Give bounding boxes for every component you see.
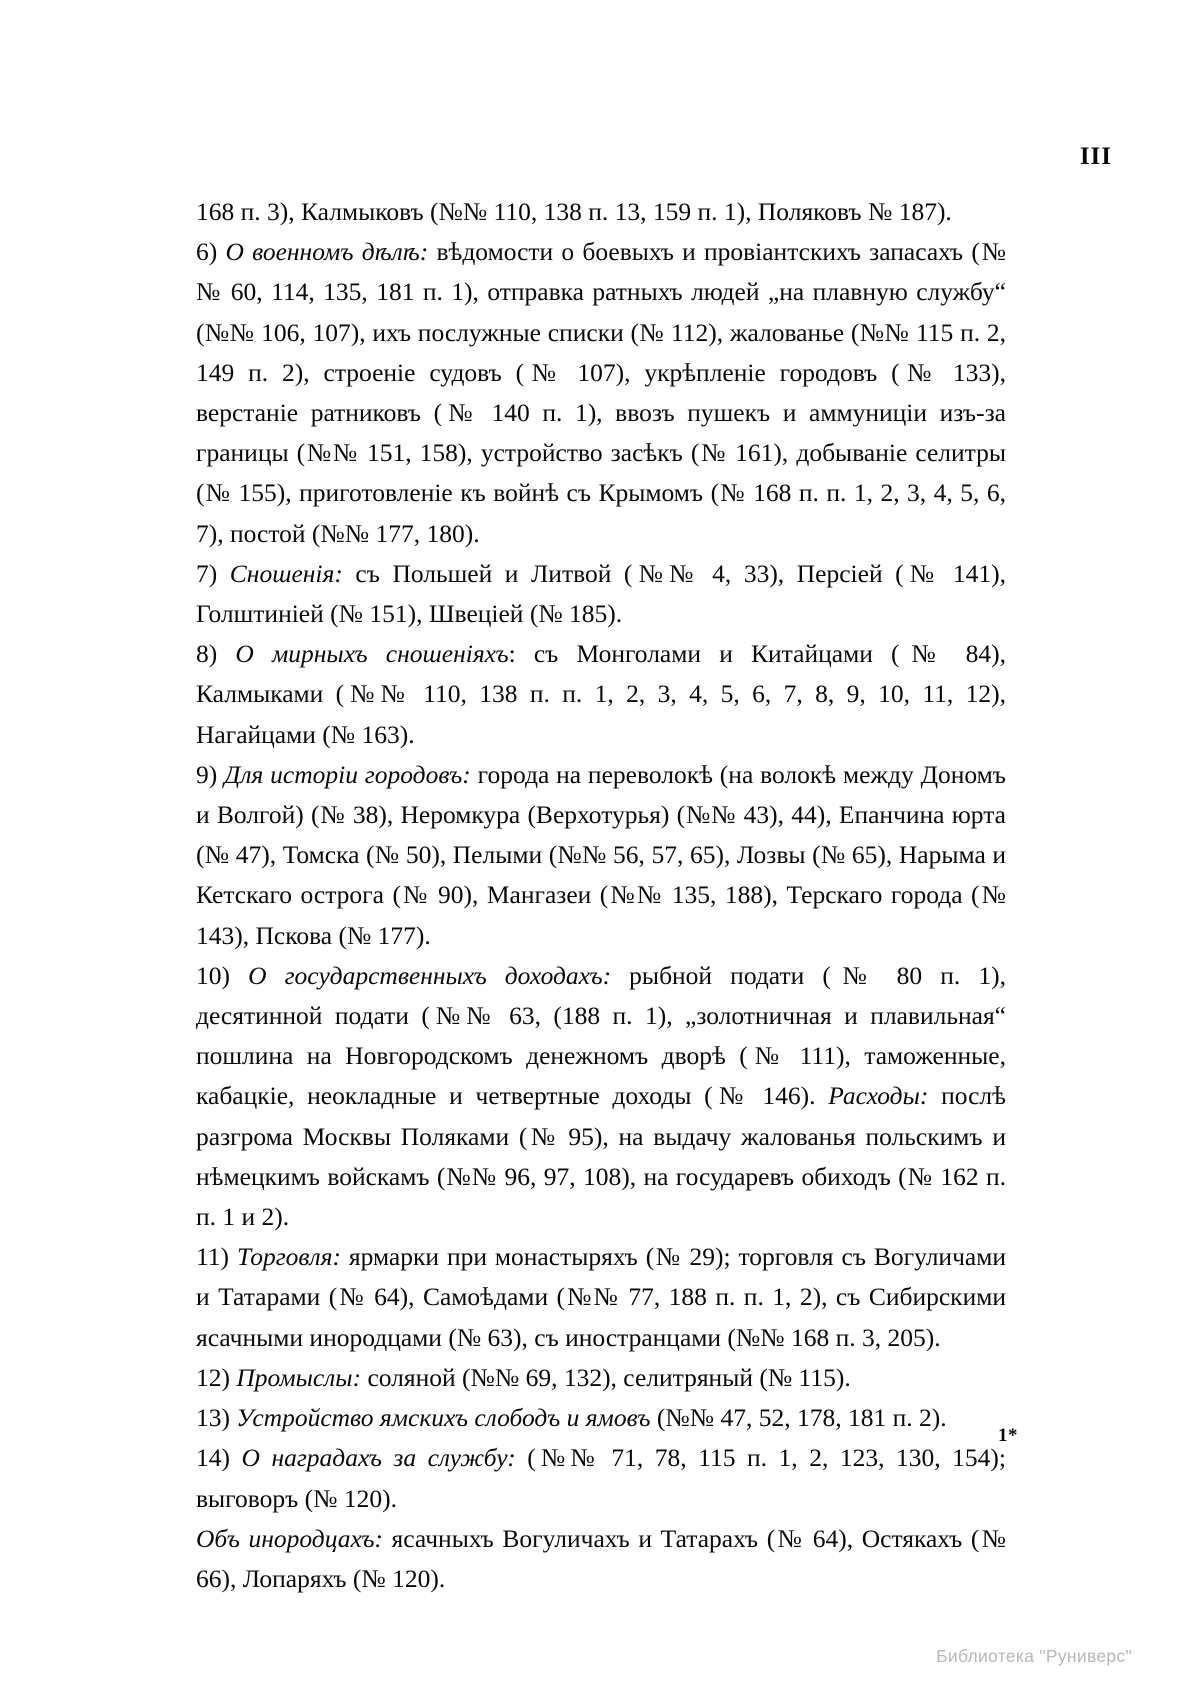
para-11-trade <box>196 1237 1006 1358</box>
para-13-yam-settlements-run-0: 13) <box>196 1403 237 1433</box>
para-6-military <box>196 232 1006 554</box>
para-8-peaceful-relations-run-0: 8) <box>196 639 236 669</box>
page-body-text <box>196 192 1006 1599</box>
para-10-state-revenues <box>196 956 1006 1237</box>
para-14-rewards-run-2: (№№ 71, 78, 115 п. 1, 2, 123, 130, 154); выговоръ (№ 120). <box>196 1443 1006 1513</box>
para-9-city-history-run-0: 9) <box>196 759 225 789</box>
para-continuation <box>196 192 1006 232</box>
para-continuation-run-0: 168 п. 3), Калмыковъ (№№ 110, 138 п. 13, 159 п. 1), Поляковъ № 187). <box>196 197 952 226</box>
para-9-city-history <box>196 755 1006 956</box>
para-10-state-revenues-run-2: рыбной подати (№ 80 п. 1), десятинной подати (№№ 63, (188 п. 1), „золотничная и плавильная“ пошлина на Новгородскомъ денежномъ дворѣ (№ 111), таможенные, кабацкіе, неокладные и четвертные доходы (№ 146). <box>196 960 1007 1111</box>
para-12-crafts-run-2: соляной (№№ 69, 132), селитряный (№ 115). <box>361 1362 851 1392</box>
para-8-peaceful-relations-run-1: О мирныхъ сношеніяхъ <box>235 639 509 669</box>
para-6-military-run-0: 6) <box>196 237 226 267</box>
para-11-trade-run-0: 11) <box>196 1242 237 1272</box>
para-10-state-revenues-run-0: 10) <box>196 960 249 990</box>
para-7-relations-run-1: Сношенія: <box>229 558 343 588</box>
para-foreigners-run-0: Объ инородцахъ: <box>196 1523 383 1553</box>
para-12-crafts <box>196 1358 1006 1398</box>
library-watermark: Библиотека "Руниверс" <box>936 1646 1132 1666</box>
para-12-crafts-run-0: 12) <box>196 1362 237 1392</box>
para-7-relations-run-2: съ Польшей и Литвой (№№ 4, 33), Персіей (№ 141), Голштиніей (№ 151), Швеціей (№ 185). <box>196 558 1006 629</box>
para-6-military-run-1: О военномъ дѣлѣ: <box>225 237 429 267</box>
para-8-peaceful-relations-run-2: : съ Монголами и Китайцами (№ 84), Калмыками (№№ 110, 138 п. п. 1, 2, 3, 4, 5, 6, 7, 8, 9, 10, 11, 12), Нагайцами (№ 163). <box>196 639 1006 749</box>
para-7-relations-run-0: 7) <box>196 558 230 588</box>
para-12-crafts-run-1: Промыслы: <box>236 1362 362 1392</box>
para-14-rewards <box>196 1438 1006 1518</box>
para-14-rewards-run-0: 14) <box>196 1443 242 1473</box>
page-number: III <box>1079 143 1112 170</box>
para-10-state-revenues-run-1: О государственныхъ доходахъ: <box>248 960 612 990</box>
para-11-trade-run-2: ярмарки при монастыряхъ (№ 29); торговля съ Вогуличами и Татарами (№ 64), Самоѣдами (№№ 77, 188 п. п. 1, 2), съ Сибирскими ясачными инородцами (№ 63), съ иностранцами (№№ 168 п. 3, 205). <box>196 1242 1007 1352</box>
para-9-city-history-run-1: Для исторіи городовъ: <box>224 759 471 789</box>
signature-mark: 1* <box>998 1425 1018 1446</box>
para-11-trade-run-1: Торговля: <box>236 1242 341 1272</box>
para-10-state-revenues-run-4: послѣ разгрома Москвы Поляками (№ 95), на выдачу жалованья польскимъ и нѣмецкимъ войскамъ (№№ 96, 97, 108), на государевъ обиходъ (№ 162 п. п. 1 и 2). <box>196 1081 1006 1232</box>
para-6-military-run-2: вѣдомости о боевыхъ и провіантскихъ запасахъ (№№ 60, 114, 135, 181 п. 1), отправка ратныхъ людей „на плавную службу“ (№№ 106, 107), ихъ послужные списки (№ 112), жалованье (№№ 115 п. 2, 149 п. 2), строеніе судовъ (№ 107), укрѣпленіе городовъ (№ 133), верстаніе ратниковъ (№ 140 п. 1), ввозъ пушекъ и аммуниціи изъ-за границы (№№ 151, 158), устройство засѣкъ (№ 161), добываніе селитры (№ 155), приготовленіе къ войнѣ съ Крымомъ (№ 168 п. п. 1, 2, 3, 4, 5, 6, 7), постой (№№ 177, 180). <box>196 237 1006 548</box>
para-foreigners-run-1: ясачныхъ Вогуличахъ и Татарахъ (№ 64), Остякахъ (№ 66), Лопаряхъ (№ 120). <box>196 1523 1006 1593</box>
para-foreigners <box>196 1519 1006 1599</box>
para-7-relations <box>196 554 1006 634</box>
para-9-city-history-run-2: города на переволокѣ (на волокѣ между Дономъ и Волгой) (№ 38), Неромкура (Верхотурья) (№№ 43), 44), Епанчина юрта (№ 47), Томска (№ 50), Пелыми (№№ 56, 57, 65), Лозвы (№ 65), Нарыма и Кетскаго острога (№ 90), Мангазеи (№№ 135, 188), Терскаго города (№ 143), Пскова (№ 177). <box>196 759 1006 950</box>
para-10-state-revenues-run-3: Расходы: <box>828 1081 929 1111</box>
para-13-yam-settlements <box>196 1398 1006 1438</box>
para-13-yam-settlements-run-1: Устройство ямскихъ слободъ и ямовъ <box>236 1403 651 1433</box>
para-13-yam-settlements-run-2: (№№ 47, 52, 178, 181 п. 2). <box>650 1403 947 1433</box>
para-8-peaceful-relations <box>196 634 1006 755</box>
para-14-rewards-run-1: О наградахъ за службу: <box>241 1443 516 1473</box>
